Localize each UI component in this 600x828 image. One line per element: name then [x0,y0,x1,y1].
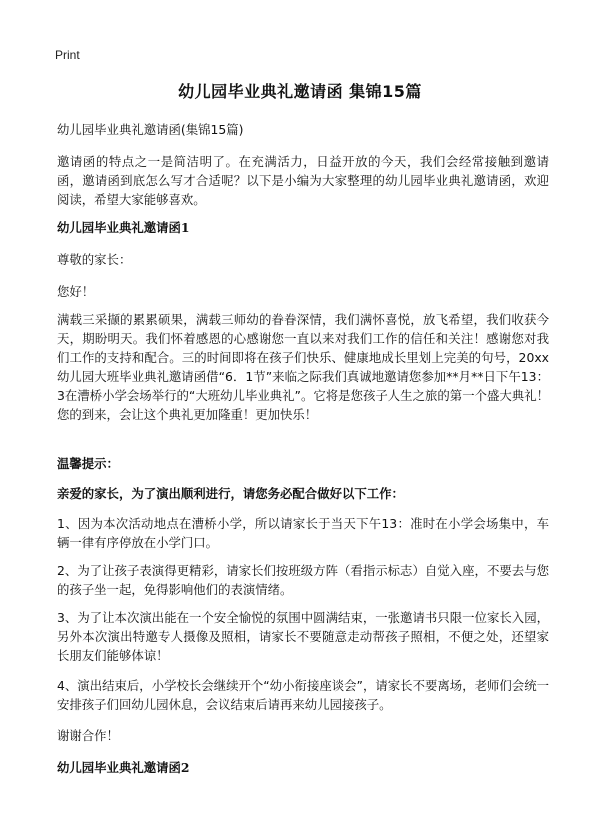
page-title: 幼儿园毕业典礼邀请函 集锦15篇 [178,82,422,101]
salutation-text: 尊敬的家长： [57,252,132,267]
tips-intro: 亲爱的家长，为了演出顺利进行，请您务必配合做好以下工作： [57,486,404,501]
tip-item-1: 1、因为本次活动地点在漕桥小学，所以请家长于当天下午13：准时在小学会场集中，车辆一律有序停放在小学门口。 [57,516,549,550]
section-heading-1: 幼儿园毕业典礼邀请函1 [57,220,190,235]
tip-item-3: 3、为了让本次演出能在一个安全愉悦的氛围中圆满结束，一张邀请书只限一位家长入园，另外本次演出特邀专人摄像及照相，请家长不要随意走动帮孩子照相，不便之处，还望家长朋友们能够体谅！ [57,610,549,663]
tips-heading: 温馨提示： [57,456,119,471]
intro-paragraph: 邀请函的特点之一是简洁明了。在充满活力，日益开放的今天，我们会经常接触到邀请函，邀请函到底怎么写才合适呢？以下是小编为大家整理的幼儿园毕业典礼邀请函，欢迎阅读，希望大家能够喜欢。 [57,154,549,207]
thanks-text: 谢谢合作！ [57,728,119,743]
tip-item-2: 2、为了让孩子表演得更精彩，请家长们按班级方阵（看指示标志）自觉入座，不要去与您的孩子坐一起，免得影响他们的表演情绪。 [57,563,549,597]
greeting-text: 您好！ [57,284,95,299]
section-heading-2: 幼儿园毕业典礼邀请函2 [57,760,190,775]
invitation-body-paragraph: 满载三采撷的累累硕果，满载三师幼的眷眷深情，我们满怀喜悦，放飞希望，我们收获今天，期盼明天。我们怀着感恩的心感谢您一直以来对我们工作的信任和关注！感谢您对我们工作的支持和配合。三的时间即将在孩子们快乐、健康地成长里划上完美的句号，20xx幼儿园大班毕业典礼邀请函借“6．1节”来临之际我们真诚地邀请您参加**月**日下午13：3在漕桥小学会场举行的“大班幼儿毕业典礼”。它将是您孩子人生之旅的第一个盛大典礼！您的到来，会让这个典礼更加隆重！更加快乐！ [57,312,549,422]
print-link[interactable]: Print [55,48,80,62]
document-subtitle: 幼儿园毕业典礼邀请函(集锦15篇) [57,122,244,137]
tip-item-4: 4、演出结束后，小学校长会继续开个“幼小衔接座谈会”，请家长不要离场，老师们会统一安排孩子们回幼儿园休息，会议结束后请再来幼儿园接孩子。 [57,678,549,712]
